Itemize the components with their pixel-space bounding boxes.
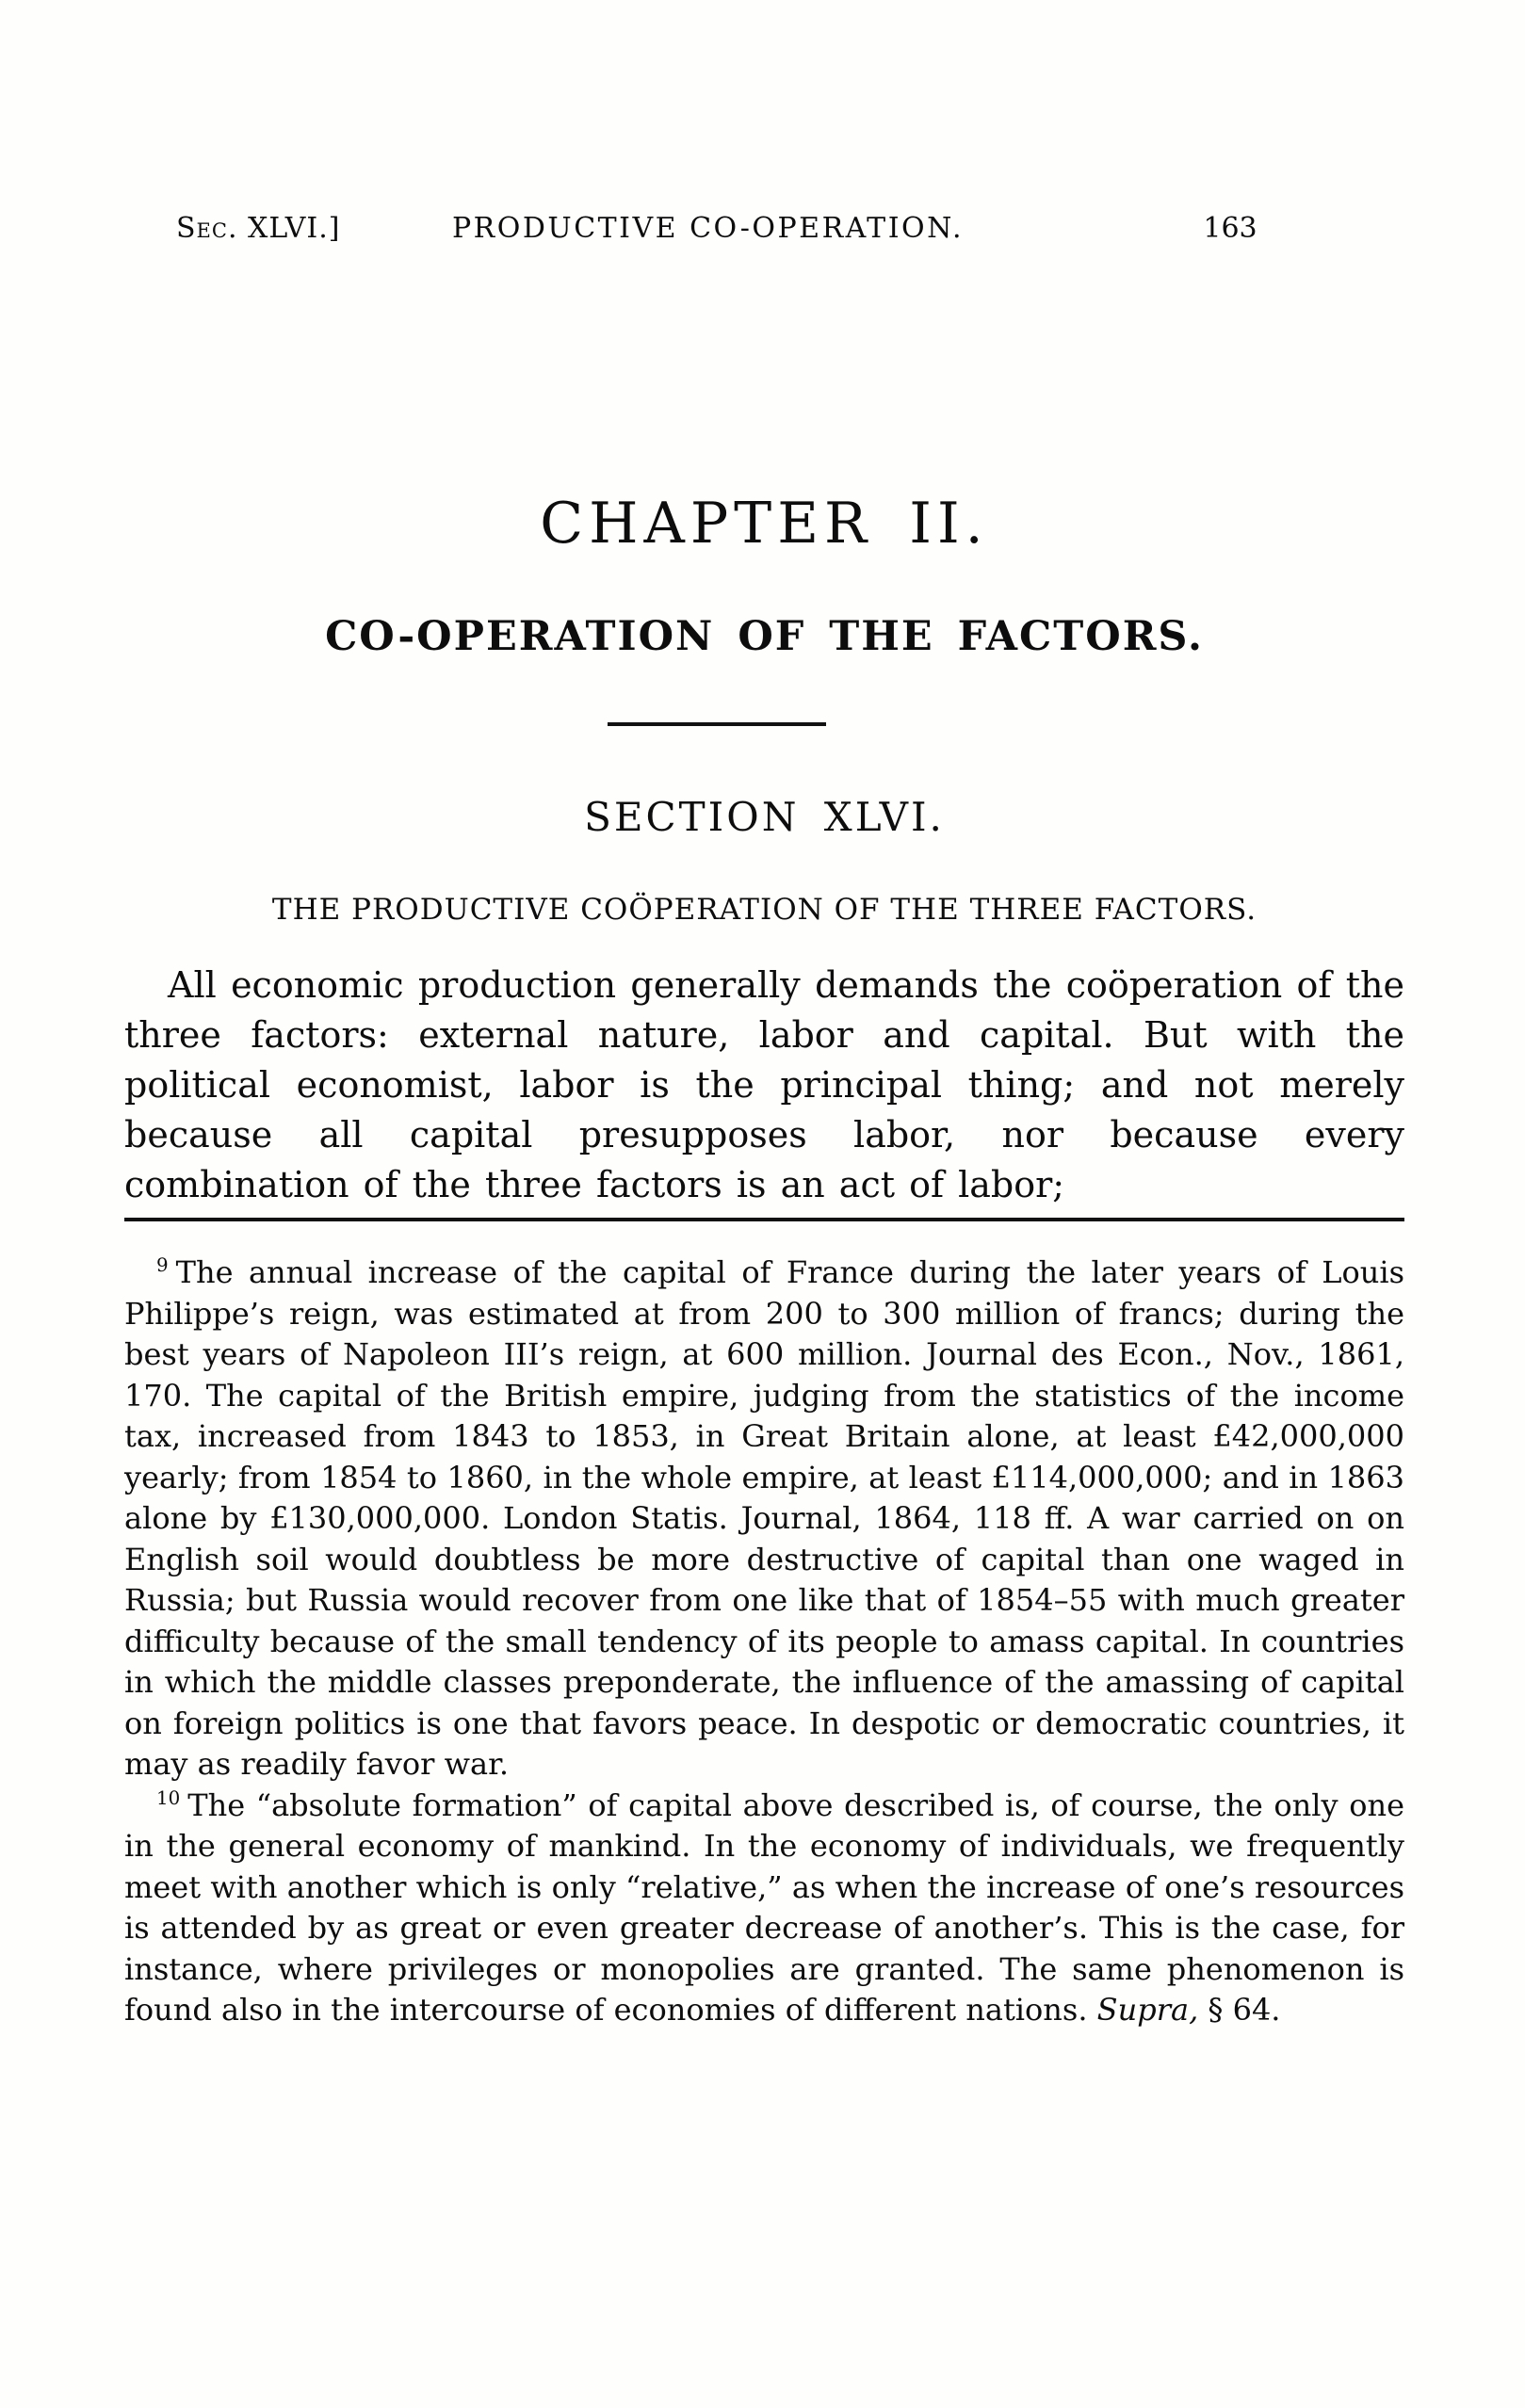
running-title: PRODUCTIVE CO-OPERATION. [451, 212, 965, 245]
section-ref: Sec. XLVI.] [176, 212, 341, 245]
footnote-9-marker: 9 [156, 1254, 169, 1277]
footnote-10-marker: 10 [156, 1786, 181, 1809]
section-divider [608, 722, 826, 726]
chapter-title: CHAPTER II. [540, 491, 989, 557]
footnote-9-text: The annual increase of the capital of France during the later years of Louis Philippe’s reign, was estimated at from 200 to 300 million of francs; during the best years of Napoleon III’s reign, at 600 million. Journal des Econ., Nov., 1861, 170. The capital of the British empire, judging from the statistics of the income tax, increased from 1843 to 1853, in Great Britain alone, at least £42,000,000 yearly; from 1854 to 1860, in the whole empire, at least £114,000,000; and in 1863 alone by £130,000,000. London Statis. Journal, 1864, 118 ff. A war carried on on English soil would doubtless be more destructive of capital than one waged in Russia; but Russia would recover from one like that of 1854–55 with much greater difficulty because of the small tendency of its people to amass capital. In countries in which the middle classes preponderate, the influence of the amassing of capital on foreign politics is one that favors peace. In despotic or democratic countries, it may as readily favor war. [124, 1254, 1404, 1782]
chapter-subtitle: CO-OPERATION OF THE FACTORS. [325, 613, 1204, 660]
page-number: 163 [1203, 212, 1257, 245]
section-subtitle: THE PRODUCTIVE COÖPERATION OF THE THREE FACTORS. [271, 893, 1257, 927]
supra-reference: Supra, [1096, 1992, 1199, 2028]
footnotes-block [124, 1252, 1404, 2031]
footnote-10-text: The “absolute formation” of capital above described is, of course, the only one in the general economy of mankind. In the economy of individuals, we frequently meet with another which is only “relative,” as when the increase of one’s resources is attended by as great or even greater decrease of another’s. This is the case, for instance, where privileges or monopolies are granted. The same phenomenon is found also in the intercourse of economies of different nations. [124, 1786, 1404, 2028]
body-paragraph: All economic production generally demands the coöperation of the three factors: external nature, labor and capital. But with the political economist, labor is the principal thing; and not merely because all capital presupposes labor, nor because every combination of the three factors is an act of labor; [124, 964, 1404, 1205]
section-title: SECTION XLVI. [584, 794, 945, 840]
supra-reference-section: § 64. [1208, 1992, 1281, 2028]
footnote-rule [124, 1218, 1404, 1221]
footnote-10 [124, 1786, 1404, 2031]
footnote-9 [124, 1252, 1404, 1786]
running-head [124, 212, 1404, 246]
